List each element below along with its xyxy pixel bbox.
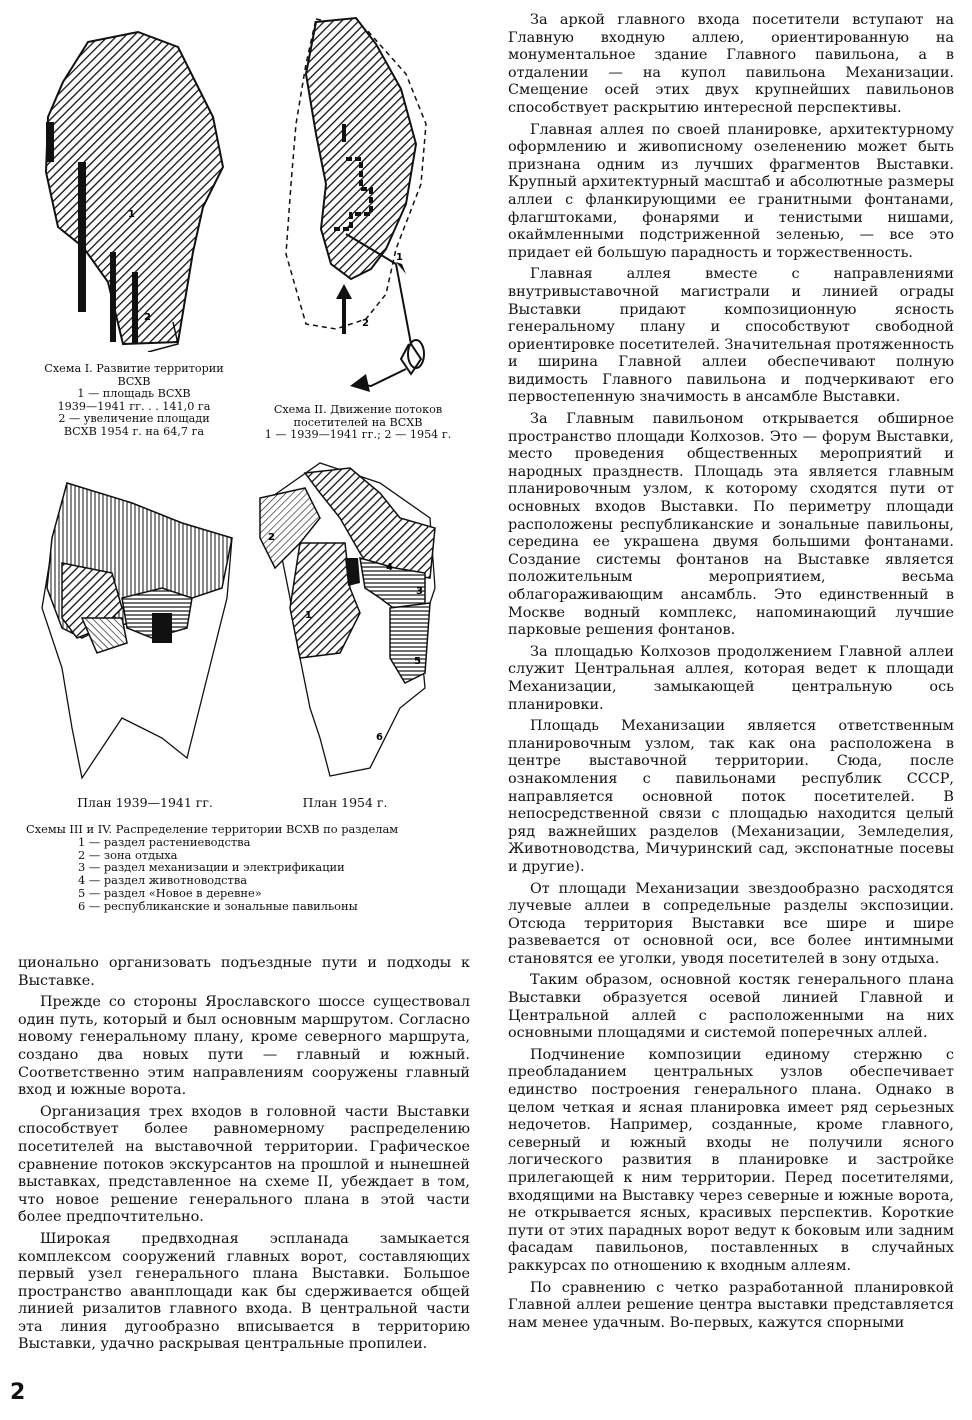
paragraph: Подчинение композиции единому стержню с преобладанием центральных узлов обеспечивает единство построения генерального плана. Однако в целом четкая и ясная планировка имеет ряд серьезных недочетов. Например, созданные, кроме главного, северный и южный входы не получили ясного логического развития в планировке и застройке прилегающей к ним территории. Перед посетителями, входящими на Выставку через северные и южные ворота, не открывается ясных, красивых перспектив. Короткие пути от этих парадных ворот ведут к боковым или задним фасадам павильонов, поставленных в случайных раккурсах по отношению к входным аллеям. — [508, 1046, 954, 1274]
scheme-2-label-1: 1 — [396, 252, 403, 263]
legend-item: 4 — раздел животноводства — [78, 873, 248, 888]
paragraph: Главная аллея вместе с направлениями внутривыставочной магистрали и линией ограды Выставки придают композиционную ясность генеральному плану и способствуют свободной ориентировке посетителей. Значительная протяженность и ширина Главной аллеи обеспечивают полную видимость Главного павильона и подчеркивают его первостепенную значимость в ансамбле Выставки. — [508, 266, 954, 406]
plan-1954-label-1: 1 — [305, 610, 312, 621]
paragraph: ционально организовать подъездные пути и подходы к Выставке. — [18, 955, 470, 989]
scheme-2-map — [246, 14, 466, 399]
scheme-1-item: ВСХВ 1954 г. на 64,7 га — [63, 424, 205, 438]
paragraph: Широкая предвходная эспланада замыкается комплексом сооружений главных ворот, составляющих первый узел генерального плана Выставки. Большое пространство аванплощади как бы сдерживается общей линией ризалитов главного входа. В центральной части эта линия дугообразно вписывается в территорию Выставки, удачно раскрывая центральные пропилеи. — [18, 1230, 470, 1353]
scheme-1-caption — [44, 363, 224, 439]
paragraph: Таким образом, основной костяк генерального плана Выставки образуется осевой линией Главной и Центральной аллей с расположенными на них основными площадями и системой поперечных аллей. — [508, 972, 954, 1042]
legend-item: 5 — раздел «Новое в деревне» — [78, 885, 262, 900]
plan-1939-map — [22, 478, 244, 788]
paragraph: Главная аллея по своей планировке, архитектурному оформлению и живописному озеленению может быть признана одним из лучших фрагментов Выставки. Крупный архитектурный масштаб и абсолютные размеры аллеи с фланкирующими ее гранитными фонтанами, флагштоками, фонарями и тенистыми нишами, окаймленными подстриженной зеленью, — все это придает ей большую парадность и торжественность. — [508, 121, 954, 261]
plan-1954-label-2: 2 — [268, 532, 275, 543]
paragraph: Организация трех входов в головной части Выставки способствует более равномерному распределению посетителей на выставочной территории. Графическое сравнение потоков экскурсантов на прошлой и нынешней выставках, представленное на схеме II, убеждает в том, что новое решение генерального плана в этой части более предпочтительно. — [18, 1103, 470, 1226]
plans-legend — [26, 823, 486, 913]
scheme-2-item: 1 — 1939—1941 гг.; 2 — 1954 г. — [264, 428, 452, 442]
paragraph: За аркой главного входа посетители вступают на Главную входную аллею, ориентированную на монументальное здание Главного павильона, а в отдалении — на купол павильона Механизации. Смещение осей этих двух крупнейших павильонов способствует раскрытию интересной перспективы. — [508, 12, 954, 116]
scheme-2-label-2: 2 — [362, 318, 369, 329]
paragraph: Площадь Механизации является ответственным планировочным узлом, так как она расположена в центре выставочной территории. Сюда, после ознакомления с павильонами республик СССР, направляется основной поток посетителей. В непосредственной связи с площадью находится целый ряд важнейших разделов (Механизации, Земледелия, Животноводства, Мичуринский сад, экспонатные посевы и другие). — [508, 718, 954, 875]
plan-1954-label-6: 6 — [376, 732, 383, 743]
left-column-text — [18, 955, 470, 1354]
scheme-1-label-2: 2 — [144, 312, 151, 323]
scheme-1-title: Схема I. Развитие территории ВСХВ — [44, 362, 224, 388]
paragraph: За площадью Колхозов продолжением Главной аллеи служит Центральная аллея, которая ведет к площади Механизации, замыкающей центральную ось планировки. — [508, 643, 954, 713]
scheme-1-map — [28, 22, 228, 352]
right-column-text — [508, 12, 954, 1332]
plan-1939-caption: План 1939—1941 гг. — [77, 795, 213, 810]
legend-item: 2 — зона отдыха — [78, 847, 178, 862]
plan-1954-label-4: 4 — [386, 562, 393, 573]
scheme-1-item: 1 — площадь ВСХВ — [77, 387, 191, 401]
legend-title: Схемы III и IV. Распределение территории ВСХВ по разделам — [26, 822, 399, 836]
legend-item: 6 — республиканские и зональные павильоны — [78, 898, 358, 913]
paragraph: За Главным павильоном открывается обширное пространство площади Колхозов. Это — форум Выставки, место проведения общественных мероприятий и народных празднеств. Площадь эта является главным планировочным узлом, к которому сходятся пути от основных входов Выставки. По периметру площади расположены республиканские и зональные павильоны, середина ее украшена двумя большими фонтанами. Создание системы фонтанов на Выставке является положительным мероприятием, весьма облагораживающим ансамбль. Это единственный в Москве водный комплекс, напоминающий лучшие парковые решения фонтанов. — [508, 411, 954, 639]
scheme-2-caption — [244, 404, 472, 442]
scheme-1-label-1: 1 — [128, 209, 135, 220]
plan-1954-label-3: 3 — [416, 586, 423, 597]
scheme-2-title: Схема II. Движение потоков посетителей на ВСХВ — [273, 403, 443, 429]
plan-1954-map — [250, 458, 450, 788]
paragraph: Прежде со стороны Ярославского шоссе существовал один путь, который и был основным маршрутом. Согласно новому генеральному плану, кроме северного маршрута, создано два новых пути — главный и южный. Соответственно этим направлениям сооружены главный вход и южные ворота. — [18, 994, 470, 1099]
legend-item: 3 — раздел механизации и электрификации — [78, 860, 345, 875]
paragraph: По сравнению с четко разработанной планировкой Главной аллеи решение центра выставки представляется нам менее удачным. Во-первых, кажутся спорными — [508, 1279, 954, 1331]
page-number: 2 — [10, 1380, 26, 1405]
scheme-1-item: 2 — увеличение площади — [58, 412, 210, 426]
scheme-1-item: 1939—1941 гг. . . 141,0 га — [57, 399, 211, 413]
plan-1954-label-5: 5 — [414, 656, 421, 667]
legend-item: 1 — раздел растениеводства — [78, 834, 251, 849]
paragraph: От площади Механизации звездообразно расходятся лучевые аллеи в сопредельные разделы экспозиции. Отсюда территория Выставки все шире и шире развевается от основной оси, все более интимными становятся ее уголки, уводя посетителей в зону отдыха. — [508, 880, 954, 967]
plan-1954-caption: План 1954 г. — [302, 795, 388, 810]
